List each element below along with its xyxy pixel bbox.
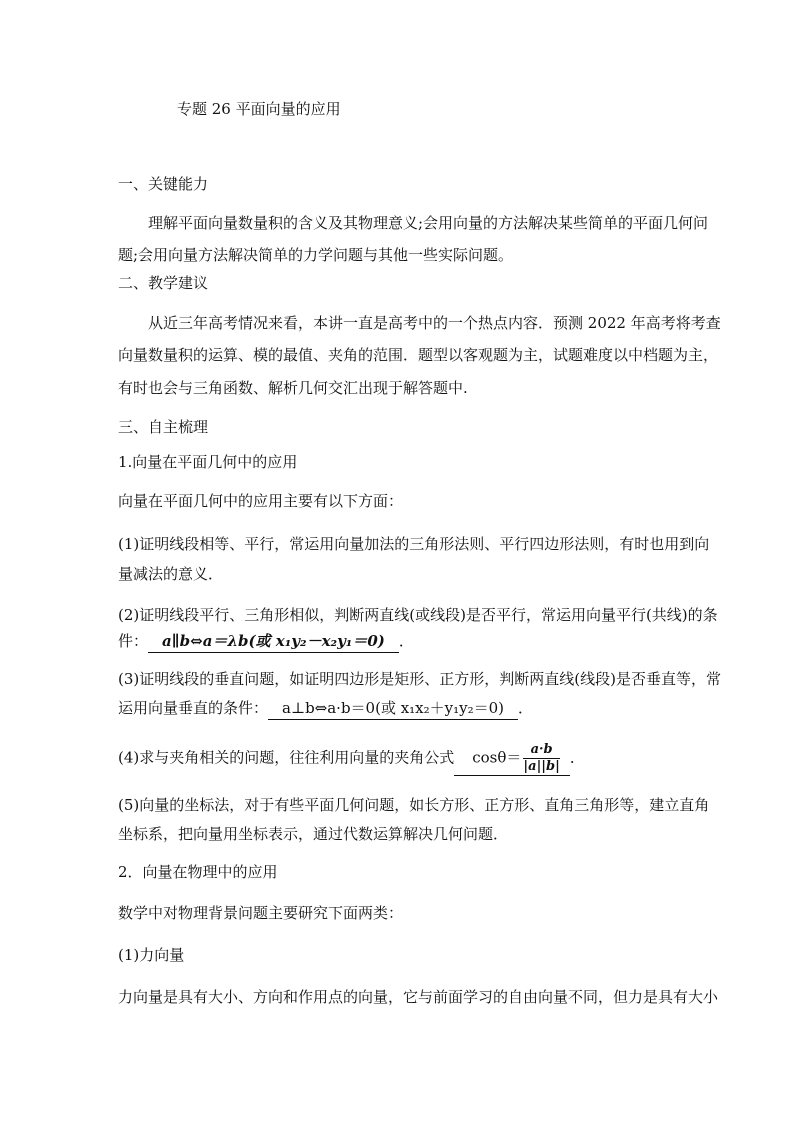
item3-prefix: 运用向量垂直的条件：: [118, 699, 269, 717]
paragraph-line: 向量数量积的运算、模的最值、夹角的范围．题型以客观题为主，试题难度以中档题为主，: [118, 346, 719, 364]
angle-fraction: $\frac{a\cdot b}{|a||b|}$: [523, 742, 560, 774]
item2-suffix: ．: [398, 632, 414, 650]
page-title: 专题 26 平面向量的应用: [177, 100, 341, 118]
subsection-heading-2: 2．向量在物理中的应用: [118, 863, 278, 881]
paragraph-line: 向量在平面几何中的应用主要有以下方面：: [118, 492, 404, 510]
list-item-line: (1)力向量: [118, 946, 185, 964]
list-item-line: 量减法的意义．: [118, 565, 224, 583]
perpendicular-condition-formula: a⊥b⇔a·b＝0(或 x₁x₂＋y₁y₂＝0): [268, 697, 518, 720]
list-item-line: (1)证明线段相等、平行，常运用向量加法的三角形法则、平行四边形法则，有时也用到向: [118, 535, 710, 553]
item4-prefix: (4)求与夹角相关的问题，往往利用向量的夹角公式: [118, 748, 455, 767]
paragraph-line: 力向量是具有大小、方向和作用点的向量，它与前面学习的自由向量不同，但力是具有大小: [118, 988, 719, 1006]
list-item-line: [118, 697, 533, 720]
list-item-line: (3)证明线段的垂直问题，如证明四边形是矩形、正方形，判断两直线(线段)是否垂直等，常: [118, 670, 721, 688]
section-heading-3: 三、自主梳理: [118, 418, 209, 436]
list-item-line: (2)证明线段平行、三角形相似，判断两直线(或线段)是否平行，常运用向量平行(共线)的条: [118, 606, 718, 624]
list-item-line: [118, 630, 414, 653]
item2-prefix: 件：: [118, 632, 149, 650]
paragraph-line: 题;会用向量方法解决简单的力学问题与其他一些实际问题。: [118, 246, 514, 264]
section-heading-2: 二、教学建议: [118, 274, 209, 292]
list-item-line: (5)向量的坐标法，对于有些平面几何问题，如长方形、正方形、直角三角形等，建立直角: [118, 796, 710, 814]
subsection-heading-1: 1.向量在平面几何中的应用: [118, 453, 298, 471]
paragraph-line: 数学中对物理背景问题主要研究下面两类：: [118, 904, 404, 922]
list-item-line: [118, 742, 585, 776]
angle-formula: cosθ＝ $\frac{a\cdot b}{|a||b|}$: [454, 742, 570, 776]
paragraph-line: 有时也会与三角函数、解析几何交汇出现于解答题中.: [118, 379, 468, 397]
item4-suffix: ．: [569, 748, 585, 767]
list-item-line: 坐标系，把向量用坐标表示，通过代数运算解决几何问题．: [118, 825, 509, 843]
paragraph-line: 理解平面向量数量积的含义及其物理意义;会用向量的方法解决某些简单的平面几何问: [148, 214, 709, 232]
item3-suffix: ．: [518, 699, 534, 717]
parallel-condition-formula: a∥b⇔a＝λb(或 x₁y₂－x₂y₁＝0): [148, 630, 399, 653]
section-heading-1: 一、关键能力: [118, 175, 209, 193]
paragraph-line: 从近三年高考情况来看，本讲一直是高考中的一个热点内容．预测 2022 年高考将考查: [148, 314, 721, 332]
